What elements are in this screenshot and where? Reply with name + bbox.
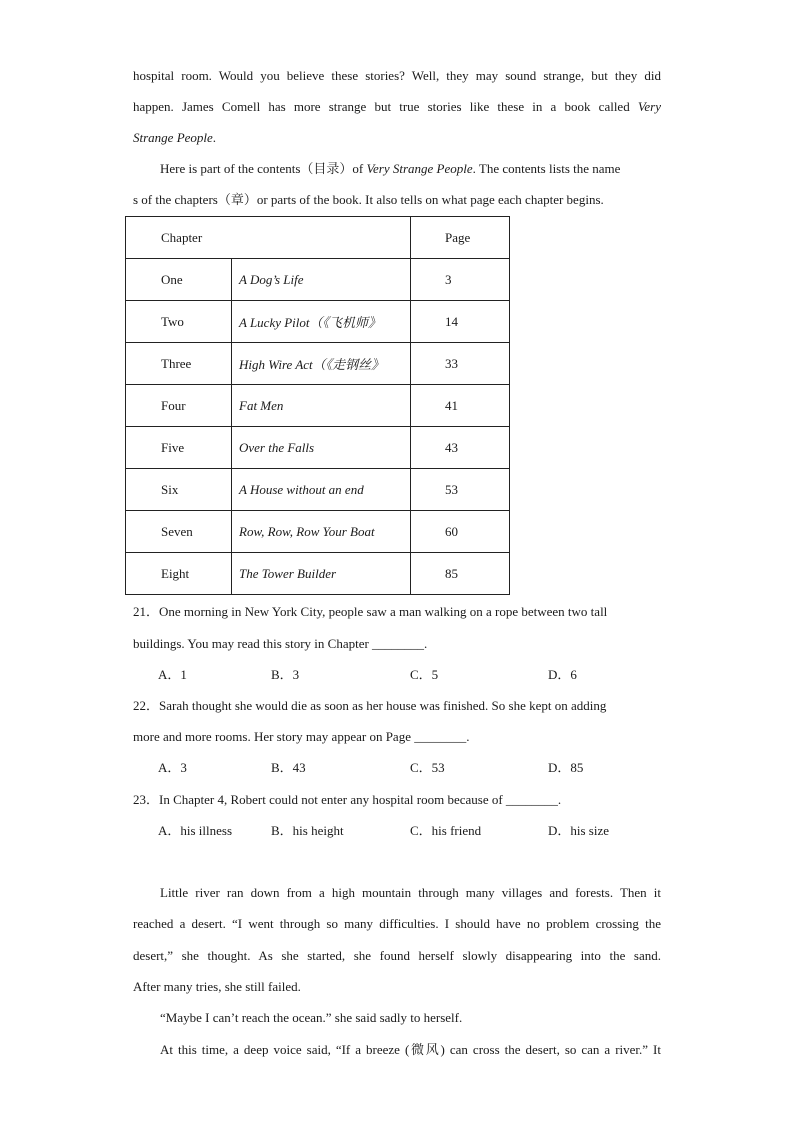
passage-2-line-1: Little river ran down from a high mountain through many villages and forests. Then it xyxy=(160,885,661,900)
contents-intro-text-end: . The contents lists the name xyxy=(472,161,621,176)
header-page: Page xyxy=(411,217,510,259)
chapter-page: 41 xyxy=(411,385,510,427)
chapter-title: Fat Men xyxy=(232,385,411,427)
table-row xyxy=(126,511,510,553)
question-21-option-a[interactable]: A．1 xyxy=(158,667,187,682)
passage-2-line-2: reached a desert. “I went through so many difficulties. I should have no problem crossing the xyxy=(133,916,661,931)
question-23-option-a[interactable]: A．his illness xyxy=(158,823,233,838)
intro-line-2 xyxy=(133,98,661,116)
table-row xyxy=(126,469,510,511)
question-23-line-1: 23．In Chapter 4, Robert could not enter any hospital room because of ________. xyxy=(133,792,562,807)
intro-line-5: s of the chapters（章）or parts of the book. It also tells on what page each chapter begins. xyxy=(133,192,604,207)
table-row xyxy=(126,427,510,469)
chapter-title: A Lucky Pilot（《飞机师》 xyxy=(232,301,411,343)
chapter-page: 33 xyxy=(411,343,510,385)
period: . xyxy=(212,130,217,145)
question-21-line-2: buildings. You may read this story in Chapter ________. xyxy=(133,636,428,651)
question-22-line-2: more and more rooms. Her story may appear on Page ________. xyxy=(133,729,470,744)
question-22-option-b[interactable]: B．43 xyxy=(271,760,306,775)
chapter-title: High Wire Act（《走钢丝》 xyxy=(232,343,411,385)
chapter-title: A Dog’s Life xyxy=(232,259,411,301)
chapter-page: 14 xyxy=(411,301,510,343)
question-21-option-c[interactable]: C．5 xyxy=(410,667,439,682)
chapter-page: 53 xyxy=(411,469,510,511)
table-header-row xyxy=(126,217,510,259)
chapter-number: Three xyxy=(126,343,232,385)
intro-line-3 xyxy=(133,129,661,147)
chapter-page: 3 xyxy=(411,259,510,301)
chapter-number: Six xyxy=(126,469,232,511)
chapter-number: Eight xyxy=(126,553,232,595)
chapter-number: Two xyxy=(126,301,232,343)
chapter-number: One xyxy=(126,259,232,301)
table-row xyxy=(126,385,510,427)
question-23-option-c[interactable]: C．his friend xyxy=(410,823,482,838)
book-title-part: Very xyxy=(637,99,661,114)
question-21-option-b[interactable]: B．3 xyxy=(271,667,300,682)
question-23-option-d[interactable]: D．his size xyxy=(548,823,610,838)
question-22-option-d[interactable]: D．85 xyxy=(548,760,584,775)
chapter-page: 85 xyxy=(411,553,510,595)
passage-2-line-5: “Maybe I can’t reach the ocean.” she said sadly to herself. xyxy=(160,1010,463,1025)
chapter-title: A House without an end xyxy=(232,469,411,511)
passage-2-line-3: desert,” she thought. As she started, she found herself slowly disappearing into the sand. xyxy=(133,948,661,963)
chapter-page: 60 xyxy=(411,511,510,553)
table-row xyxy=(126,343,510,385)
header-chapter: Chapter xyxy=(126,217,411,259)
table-row xyxy=(126,259,510,301)
question-22-option-c[interactable]: C．53 xyxy=(410,760,445,775)
chapter-number: Five xyxy=(126,427,232,469)
intro-line-2-text: happen. James Comell has more strange but true stories like these in a book called xyxy=(133,99,638,114)
question-22-option-a[interactable]: A．3 xyxy=(158,760,187,775)
question-22-line-1: 22．Sarah thought she would die as soon as her house was finished. So she kept on adding xyxy=(133,698,607,713)
chapter-title: Row, Row, Row Your Boat xyxy=(232,511,411,553)
table-row xyxy=(126,301,510,343)
chapter-number: Seven xyxy=(126,511,232,553)
contents-intro-text: Here is part of the contents（目录）of xyxy=(160,161,367,176)
intro-line-1: hospital room. Would you believe these stories? Well, they may sound strange, but they did xyxy=(133,68,661,83)
question-21-option-d[interactable]: D．6 xyxy=(548,667,577,682)
passage-2-line-4: After many tries, she still failed. xyxy=(133,979,301,994)
chapter-number: Four xyxy=(126,385,232,427)
question-23-option-b[interactable]: B．his height xyxy=(271,823,344,838)
book-title-part: Strange People xyxy=(133,130,213,145)
book-title: Very Strange People xyxy=(366,161,473,176)
chapter-title: Over the Falls xyxy=(232,427,411,469)
passage-2-line-6: At this time, a deep voice said, “If a breeze (微风) can cross the desert, so can a river.” It xyxy=(160,1042,661,1057)
contents-table xyxy=(125,216,510,595)
table-row xyxy=(126,553,510,595)
chapter-page: 43 xyxy=(411,427,510,469)
question-21-line-1: 21．One morning in New York City, people saw a man walking on a rope between two tall xyxy=(133,604,608,619)
intro-line-4 xyxy=(160,160,661,178)
chapter-title: The Tower Builder xyxy=(232,553,411,595)
